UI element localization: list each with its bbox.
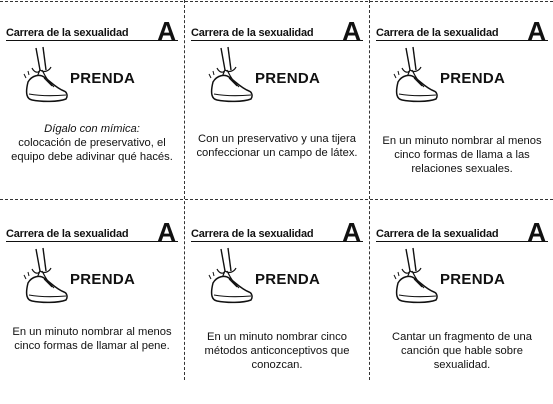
card-category: PRENDA	[70, 271, 136, 288]
card-title: Carrera de la sexualidad	[376, 228, 499, 240]
card-title: Carrera de la sexualidad	[191, 228, 314, 240]
card-letter: A	[527, 217, 546, 247]
card-category: PRENDA	[70, 70, 136, 87]
card-header	[6, 16, 178, 46]
card-category: PRENDA	[440, 271, 506, 288]
card-header	[191, 217, 363, 247]
card-body-text: Cantar un fragmento de una canción que hable sobre sexualidad.	[392, 331, 532, 371]
card-body-text: En un minuto nombrar al menos cinco formas de llama a las relaciones sexuales.	[382, 135, 542, 175]
card	[0, 0, 184, 198]
card-title: Carrera de la sexualidad	[376, 27, 499, 39]
card-intro: Dígalo con mímica:	[44, 123, 140, 135]
card-title: Carrera de la sexualidad	[6, 27, 129, 39]
header-rule	[6, 241, 178, 242]
shoe-icon	[392, 44, 438, 106]
card-category: PRENDA	[255, 271, 321, 288]
header-rule	[191, 241, 363, 242]
header-rule	[376, 241, 548, 242]
card-letter: A	[157, 16, 176, 46]
shoe-icon	[22, 44, 68, 106]
card-body-text: En un minuto nombrar cinco métodos anticonceptivos que conozcan.	[204, 331, 350, 371]
card-letter: A	[342, 217, 361, 247]
card	[0, 201, 184, 399]
card-header	[6, 217, 178, 247]
card	[370, 0, 553, 198]
card	[370, 201, 553, 399]
shoe-icon	[207, 44, 253, 106]
card-header	[376, 16, 548, 46]
card-title: Carrera de la sexualidad	[191, 27, 314, 39]
card-title: Carrera de la sexualidad	[6, 228, 129, 240]
card-header	[376, 217, 548, 247]
cut-line-horizontal	[0, 199, 553, 200]
card-body-text: En un minuto nombrar al menos cinco formas de llamar al pene.	[12, 326, 172, 352]
card-letter: A	[527, 16, 546, 46]
header-rule	[376, 40, 548, 41]
card-body-text: colocación de preservativo, el equipo debe adivinar qué hacés.	[11, 137, 173, 163]
card-text	[4, 122, 180, 164]
shoe-icon	[22, 245, 68, 307]
header-rule	[6, 40, 178, 41]
card	[185, 201, 369, 399]
card-letter: A	[157, 217, 176, 247]
card-category: PRENDA	[255, 70, 321, 87]
shoe-icon	[207, 245, 253, 307]
card-header	[191, 16, 363, 46]
card	[185, 0, 369, 198]
header-rule	[191, 40, 363, 41]
card-letter: A	[342, 16, 361, 46]
shoe-icon	[392, 245, 438, 307]
card-body-text: Con un preservativo y una tijera confeccionar un campo de látex.	[196, 133, 358, 159]
card-category: PRENDA	[440, 70, 506, 87]
